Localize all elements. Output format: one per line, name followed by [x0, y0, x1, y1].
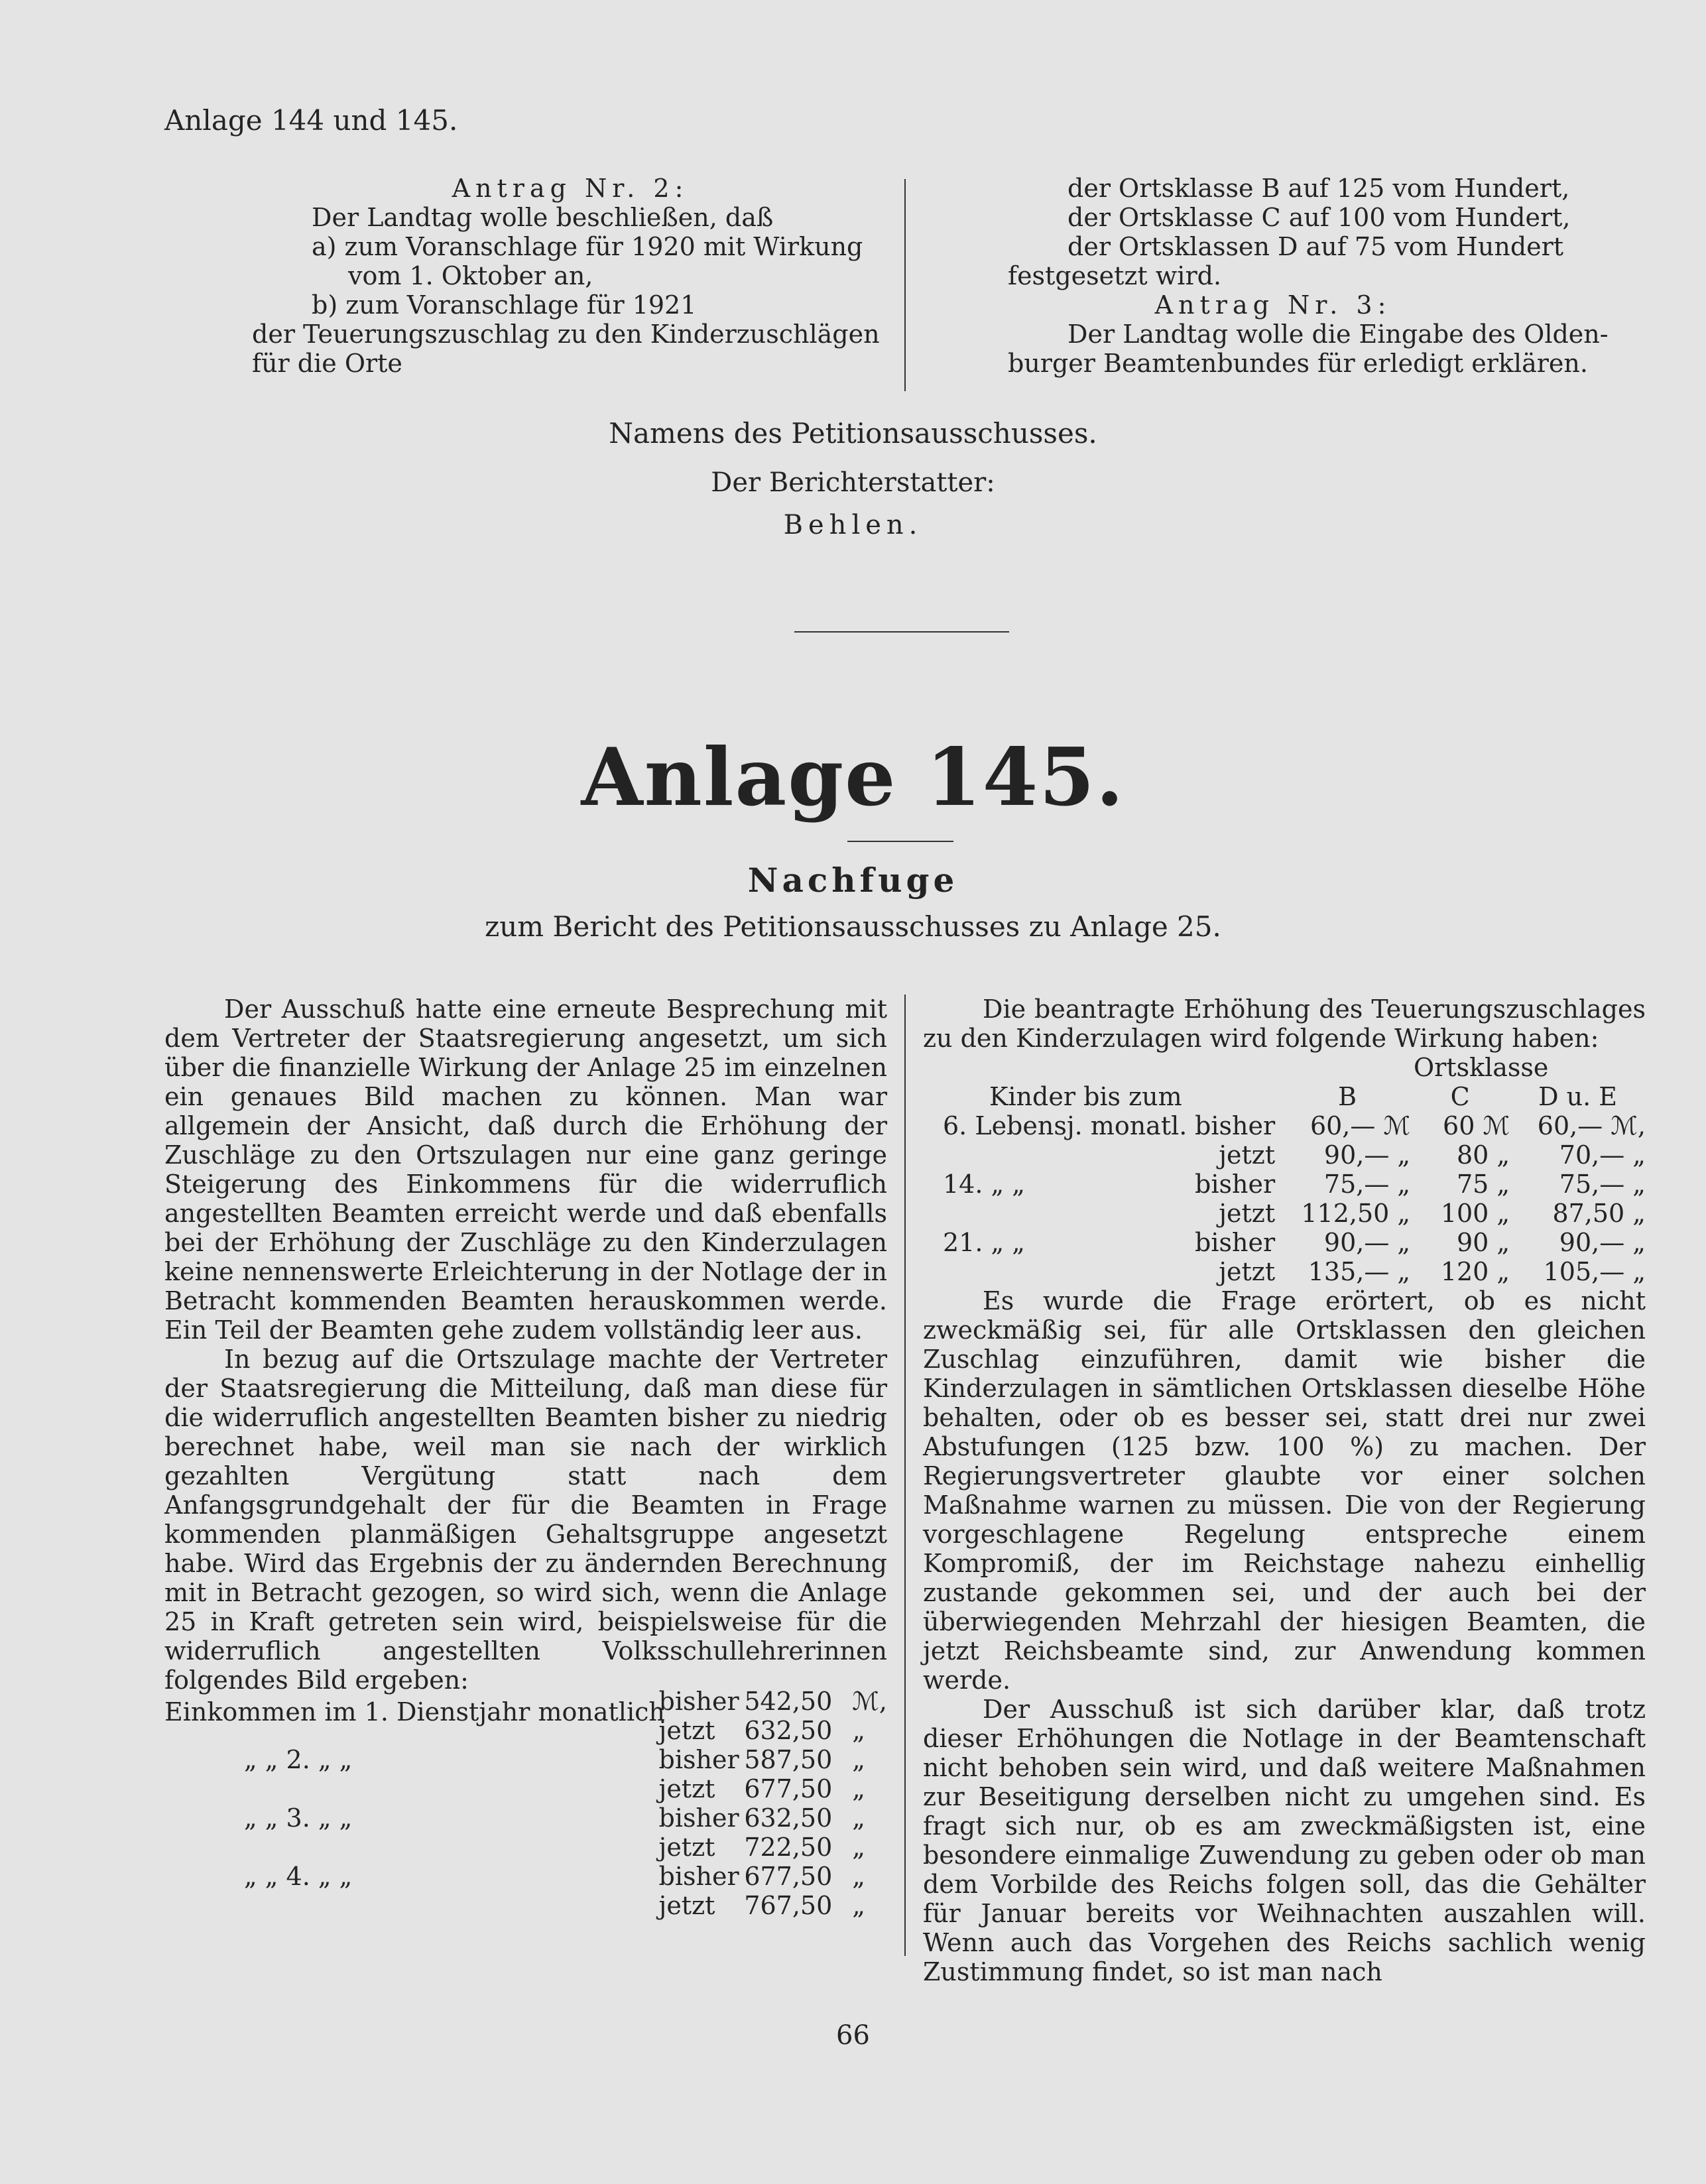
- column-divider: [904, 179, 906, 391]
- einkommen-year: [164, 1716, 659, 1745]
- page-number: 66: [836, 2020, 870, 2051]
- einkommen-row: [164, 1803, 887, 1833]
- einkommen-unit: „: [852, 1891, 865, 1920]
- kinderzulage-label: 6. Lebensj. monatl.: [943, 1111, 1188, 1140]
- section-divider: [794, 631, 1009, 633]
- kinderzulage-kind: jetzt: [1219, 1257, 1276, 1286]
- antrag-2-title: Antrag Nr. 2:: [452, 174, 689, 203]
- kinderzulagen-table: [923, 1082, 1646, 1286]
- kinderzulage-row: [923, 1111, 1646, 1140]
- kinderzulage-kind: bisher: [1195, 1228, 1276, 1257]
- einkommen-kind: jetzt: [658, 1833, 715, 1862]
- kinderzulage-kind: jetzt: [1219, 1199, 1276, 1228]
- einkommen-kind: jetzt: [658, 1774, 715, 1803]
- einkommen-unit: ℳ,: [852, 1687, 887, 1716]
- einkommen-unit: „: [852, 1774, 865, 1803]
- antrag-2-item-a: a) zum Voranschlage für 1920 mit Wirkung: [312, 232, 863, 261]
- einkommen-row: [164, 1891, 887, 1920]
- einkommen-year: [164, 1891, 659, 1920]
- left-column: [164, 995, 887, 1727]
- kinderzulage-c: 100 „: [1440, 1199, 1510, 1228]
- ortsklasse-line: der Ortsklasse C auf 100 vom Hundert,: [1067, 203, 1571, 232]
- kinderzulage-c: 60 ℳ: [1443, 1111, 1510, 1140]
- kinderzulage-b: 90,— „: [1323, 1140, 1411, 1170]
- einkommen-label: Einkommen im 1. Dienstjahr monatlich: [164, 1697, 665, 1727]
- kinderzulage-row: [923, 1228, 1646, 1257]
- einkommen-row: [164, 1687, 887, 1716]
- kinderzulage-kind: bisher: [1195, 1111, 1276, 1140]
- kinderzulage-b: 90,— „: [1323, 1228, 1411, 1257]
- kinderzulage-label: 14. „ „: [943, 1170, 1025, 1199]
- col-head-c: C: [1450, 1082, 1470, 1111]
- einkommen-kind: bisher: [658, 1862, 739, 1891]
- kinderzulage-b: 135,— „: [1308, 1257, 1411, 1286]
- right-intro: Die beantragte Erhöhung des Teuerungszuschlages zu den Kinderzulagen wird folgende Wirkung haben:: [923, 995, 1646, 1053]
- einkommen-value: 677,50: [744, 1862, 833, 1891]
- left-paragraph-2: In bezug auf die Ortszulage machte der Vertreter der Staatsregierung die Mitteilung, daß man diese für die widerruflich angestellten Beamten bisher zu niedrig berechnet habe, weil man sie nach der wirklich gezahlten Vergütung statt nach dem Anfangsgrundgehalt der für die Beamten in Frage kommenden planmäßigen Gehaltsgruppe angesetzt habe. Wird das Ergebnis der zu ändernden Berechnung mit in Betracht gezogen, so wird sich, wenn die Anlage 25 in Kraft getreten sein wird, beispielsweise für die widerruflich angestellten Volksschullehrerinnen folgendes Bild ergeben:: [164, 1345, 887, 1695]
- nachfuge-heading: Nachfuge: [747, 861, 959, 900]
- antrag-3-block: [1008, 174, 1644, 378]
- col-head-b: B: [1338, 1082, 1357, 1111]
- einkommen-value: 677,50: [744, 1774, 833, 1803]
- einkommen-kind: bisher: [658, 1745, 739, 1774]
- antrag-2-item-a-cont: vom 1. Oktober an,: [348, 261, 593, 290]
- antrag-2-item-b: b) zum Voranschlage für 1921: [312, 290, 697, 320]
- kinderzulage-row: [923, 1199, 1646, 1228]
- left-paragraph-1: Der Ausschuß hatte eine erneute Besprechung mit dem Vertreter der Staatsregierung angesetzt, um sich über die finanzielle Wirkung der Anlage 25 im einzelnen ein genaues Bild machen zu können. Man war allgemein der Ansicht, daß durch die Erhöhung der Zuschläge zu den Ortszulagen nur eine ganz geringe Steigerung des Einkommens für die widerruflich angestellten Beamten erreicht werde und daß ebenfalls bei der Erhöhung der Zuschläge zu den Kinderzulagen keine nennenswerte Erleichterung in der Notlage der in Betracht kommenden Beamten herauskommen werde. Ein Teil der Beamten gehe zudem vollständig leer aus.: [164, 995, 887, 1345]
- einkommen-value: 542,50: [744, 1687, 833, 1716]
- kinderzulage-b: 75,— „: [1323, 1170, 1411, 1199]
- kinderzulage-c: 80 „: [1456, 1140, 1510, 1170]
- col-head-kinder: Kinder bis zum: [989, 1082, 1182, 1111]
- antrag-3-line: Der Landtag wolle die Eingabe des Olden-: [1067, 320, 1609, 349]
- einkommen-unit: „: [852, 1716, 865, 1745]
- einkommen-kind: bisher: [658, 1803, 739, 1833]
- kinderzulage-de: 87,50 „: [1552, 1199, 1646, 1228]
- signature-role: Der Berichterstatter:: [711, 467, 995, 498]
- kinderzulage-kind: jetzt: [1219, 1140, 1276, 1170]
- einkommen-year: „ „ 3. „ „: [244, 1803, 353, 1833]
- einkommen-row: [164, 1833, 887, 1862]
- ortsklasse-line: der Ortsklasse B auf 125 vom Hundert,: [1067, 174, 1570, 203]
- einkommen-value: 722,50: [744, 1833, 833, 1862]
- antrag-2-line: der Teuerungszuschlag zu den Kinderzuschlägen: [252, 320, 880, 349]
- kinderzulage-de: 75,— „: [1559, 1170, 1646, 1199]
- einkommen-table: [164, 1687, 887, 1920]
- signature-name: Behlen.: [783, 510, 923, 540]
- signature-namens: Namens des Petitionsausschusses.: [609, 417, 1097, 450]
- kinderzulage-c: 120 „: [1440, 1257, 1510, 1286]
- einkommen-year: [164, 1774, 659, 1803]
- kinderzulage-row: [923, 1170, 1646, 1199]
- einkommen-row: [164, 1774, 887, 1803]
- einkommen-kind: bisher: [658, 1687, 739, 1716]
- einkommen-kind: jetzt: [658, 1891, 715, 1920]
- kinderzulage-row: [923, 1257, 1646, 1286]
- subtitle: zum Bericht des Petitionsausschusses zu Anlage 25.: [485, 910, 1221, 943]
- kinderzulage-label: [923, 1257, 1195, 1286]
- antrag-2-block: [252, 174, 888, 378]
- kinderzulage-row: [923, 1140, 1646, 1170]
- einkommen-value: 767,50: [744, 1891, 833, 1920]
- einkommen-row: [164, 1862, 887, 1891]
- einkommen-year: „ „ 4. „ „: [244, 1862, 353, 1891]
- kinderzulage-label: 21. „ „: [943, 1228, 1025, 1257]
- column-divider: [904, 995, 906, 1956]
- kinderzulage-kind: bisher: [1195, 1170, 1276, 1199]
- anlage-title: Anlage 145.: [581, 731, 1125, 824]
- right-paragraph-2: Es wurde die Frage erörtert, ob es nicht zweckmäßig sei, für alle Ortsklassen den gleichen Zuschlag einzuführen, damit wie bisher die Kinderzulagen in sämtlichen Ortsklassen dieselbe Höhe behalten, oder ob es besser sei, statt drei nur zwei Abstufungen (125 bzw. 100 %) zu machen. Der Regierungsvertreter glaubte vor einer solchen Maßnahme warnen zu müssen. Die von der Regierung vorgeschlagene Regelung entspreche einem Kompromiß, der im Reichstage nahezu einhellig zustande gekommen sei, und der auch bei der überwiegenden Mehrzahl der hiesigen Beamten, die jetzt Reichsbeamte sind, zur Anwendung kommen werde.: [923, 1286, 1646, 1695]
- kinderzulage-de: 90,— „: [1559, 1228, 1646, 1257]
- antrag-3-title: Antrag Nr. 3:: [1154, 290, 1392, 320]
- einkommen-value: 632,50: [744, 1803, 833, 1833]
- ortsklasse-line: der Ortsklassen D auf 75 vom Hundert: [1067, 232, 1564, 261]
- kinderzulage-de: 105,— „: [1543, 1257, 1646, 1286]
- einkommen-value: 587,50: [744, 1745, 833, 1774]
- ortsklasse-line: festgesetzt wird.: [1008, 261, 1222, 290]
- kinderzulage-de: 60,— ℳ,: [1537, 1111, 1646, 1140]
- col-head-de: D u. E: [1538, 1082, 1618, 1111]
- kinderzulage-b: 112,50 „: [1301, 1199, 1411, 1228]
- einkommen-year: „ „ 2. „ „: [244, 1745, 353, 1774]
- einkommen-row: [164, 1745, 887, 1774]
- kinderzulage-label: [923, 1199, 1195, 1228]
- einkommen-unit: „: [852, 1862, 865, 1891]
- einkommen-row: [164, 1716, 887, 1745]
- antrag-2-line: Der Landtag wolle beschließen, daß: [312, 203, 774, 232]
- title-underline: [847, 841, 953, 842]
- kinderzulage-de: 70,— „: [1559, 1140, 1646, 1170]
- einkommen-year: [164, 1687, 659, 1716]
- kinderzulage-c: 75 „: [1456, 1170, 1510, 1199]
- ortsklasse-heading: Ortsklasse: [1414, 1053, 1549, 1082]
- antrag-2-line: für die Orte: [252, 349, 402, 378]
- einkommen-kind: jetzt: [658, 1716, 715, 1745]
- right-paragraph-3: Der Ausschuß ist sich darüber klar, daß trotz dieser Erhöhungen die Notlage in der Beamtenschaft nicht behoben sein wird, und daß weitere Maßnahmen zur Beseitigung derselben nicht zu umgehen sind. Es fragt sich nur, ob es am zweckmäßigsten ist, eine besondere einmalige Zuwendung zu geben oder ob man dem Vorbilde des Reichs folgen soll, das die Gehälter für Januar bereits vor Weihnachten auszahlen will. Wenn auch das Vorgehen des Reichs sachlich wenig Zustimmung findet, so ist man nach: [923, 1695, 1646, 1986]
- einkommen-unit: „: [852, 1833, 865, 1862]
- einkommen-value: 632,50: [744, 1716, 833, 1745]
- page-header: Anlage 144 und 145.: [164, 104, 458, 137]
- einkommen-unit: „: [852, 1745, 865, 1774]
- kinderzulage-c: 90 „: [1456, 1228, 1510, 1257]
- right-column: [923, 995, 1646, 1986]
- kinderzulage-label: [923, 1140, 1195, 1170]
- einkommen-year: [164, 1833, 659, 1862]
- einkommen-unit: „: [852, 1803, 865, 1833]
- antrag-3-line: burger Beamtenbundes für erledigt erklären.: [1008, 349, 1588, 378]
- kinderzulage-b: 60,— ℳ: [1310, 1111, 1411, 1140]
